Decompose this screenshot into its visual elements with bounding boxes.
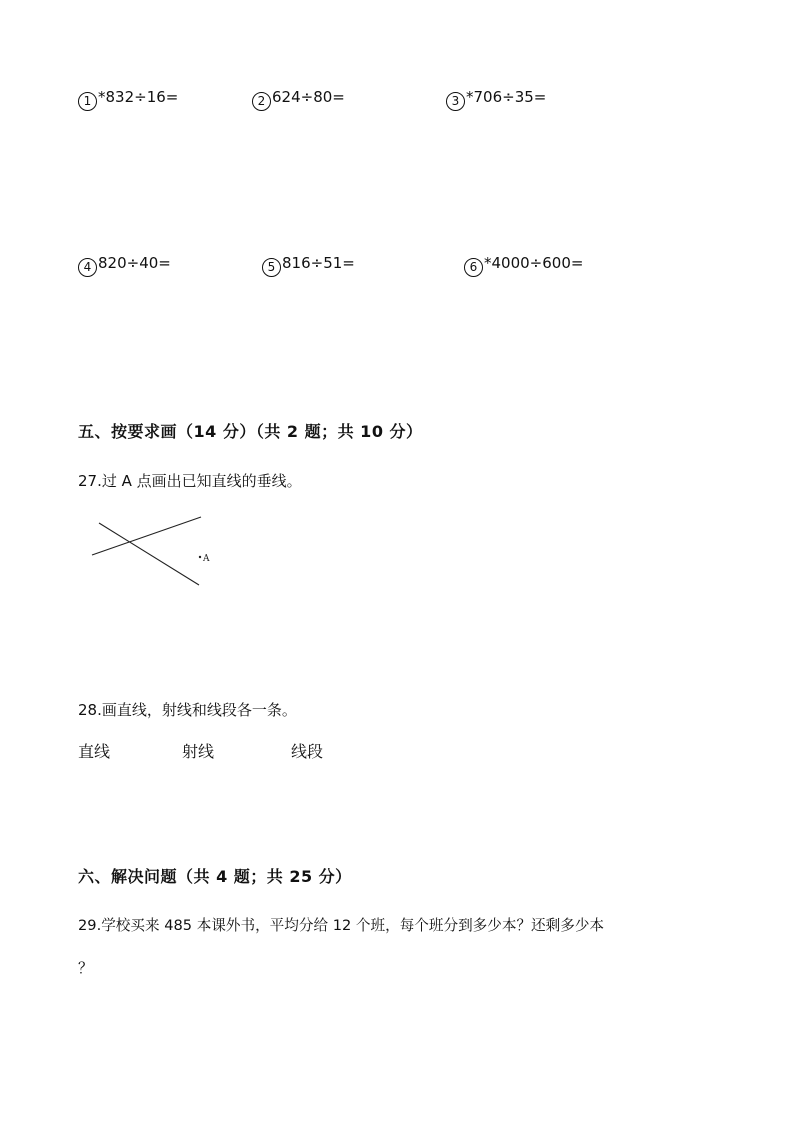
circled-number: 3 xyxy=(446,92,465,111)
calc-item-5 xyxy=(262,253,355,277)
calc-expression: 624÷80= xyxy=(272,88,345,106)
q27-lines-figure xyxy=(88,512,218,592)
calc-expression: 816÷51= xyxy=(282,254,355,272)
point-a-label: A xyxy=(203,554,210,564)
section-6-heading: 六、解决问题（共 4 题；共 25 分） xyxy=(78,867,352,886)
calc-expression: *832÷16= xyxy=(98,88,179,106)
calc-item-2 xyxy=(252,87,345,111)
calc-item-6 xyxy=(464,253,583,277)
calc-expression: 820÷40= xyxy=(98,254,171,272)
question-29-line-1: 29.学校买来 485 本课外书，平均分给 12 个班，每个班分到多少本？还剩多少本 xyxy=(78,917,605,934)
given-line-2 xyxy=(99,523,199,585)
calc-expression: *706÷35= xyxy=(466,88,547,106)
calc-expression: *4000÷600= xyxy=(484,254,584,272)
point-a-dot xyxy=(199,556,201,558)
calc-item-3 xyxy=(446,87,546,111)
question-27: 27.过 A 点画出已知直线的垂线。 xyxy=(78,472,302,490)
circled-number: 6 xyxy=(464,258,483,277)
label-segment: 线段 xyxy=(291,742,324,761)
question-28: 28.画直线，射线和线段各一条。 xyxy=(78,701,297,719)
circled-number: 5 xyxy=(262,258,281,277)
calc-item-4 xyxy=(78,253,171,277)
label-line: 直线 xyxy=(78,742,111,761)
given-line-1 xyxy=(92,517,201,555)
circled-number: 4 xyxy=(78,258,97,277)
circled-number: 2 xyxy=(252,92,271,111)
label-ray: 射线 xyxy=(182,742,215,761)
intersecting-lines-diagram xyxy=(88,512,218,592)
section-5-heading: 五、按要求画（14 分）（共 2 题；共 10 分） xyxy=(78,422,423,441)
circled-number: 1 xyxy=(78,92,97,111)
question-29-line-2: ？ xyxy=(78,959,94,977)
calc-item-1 xyxy=(78,87,178,111)
